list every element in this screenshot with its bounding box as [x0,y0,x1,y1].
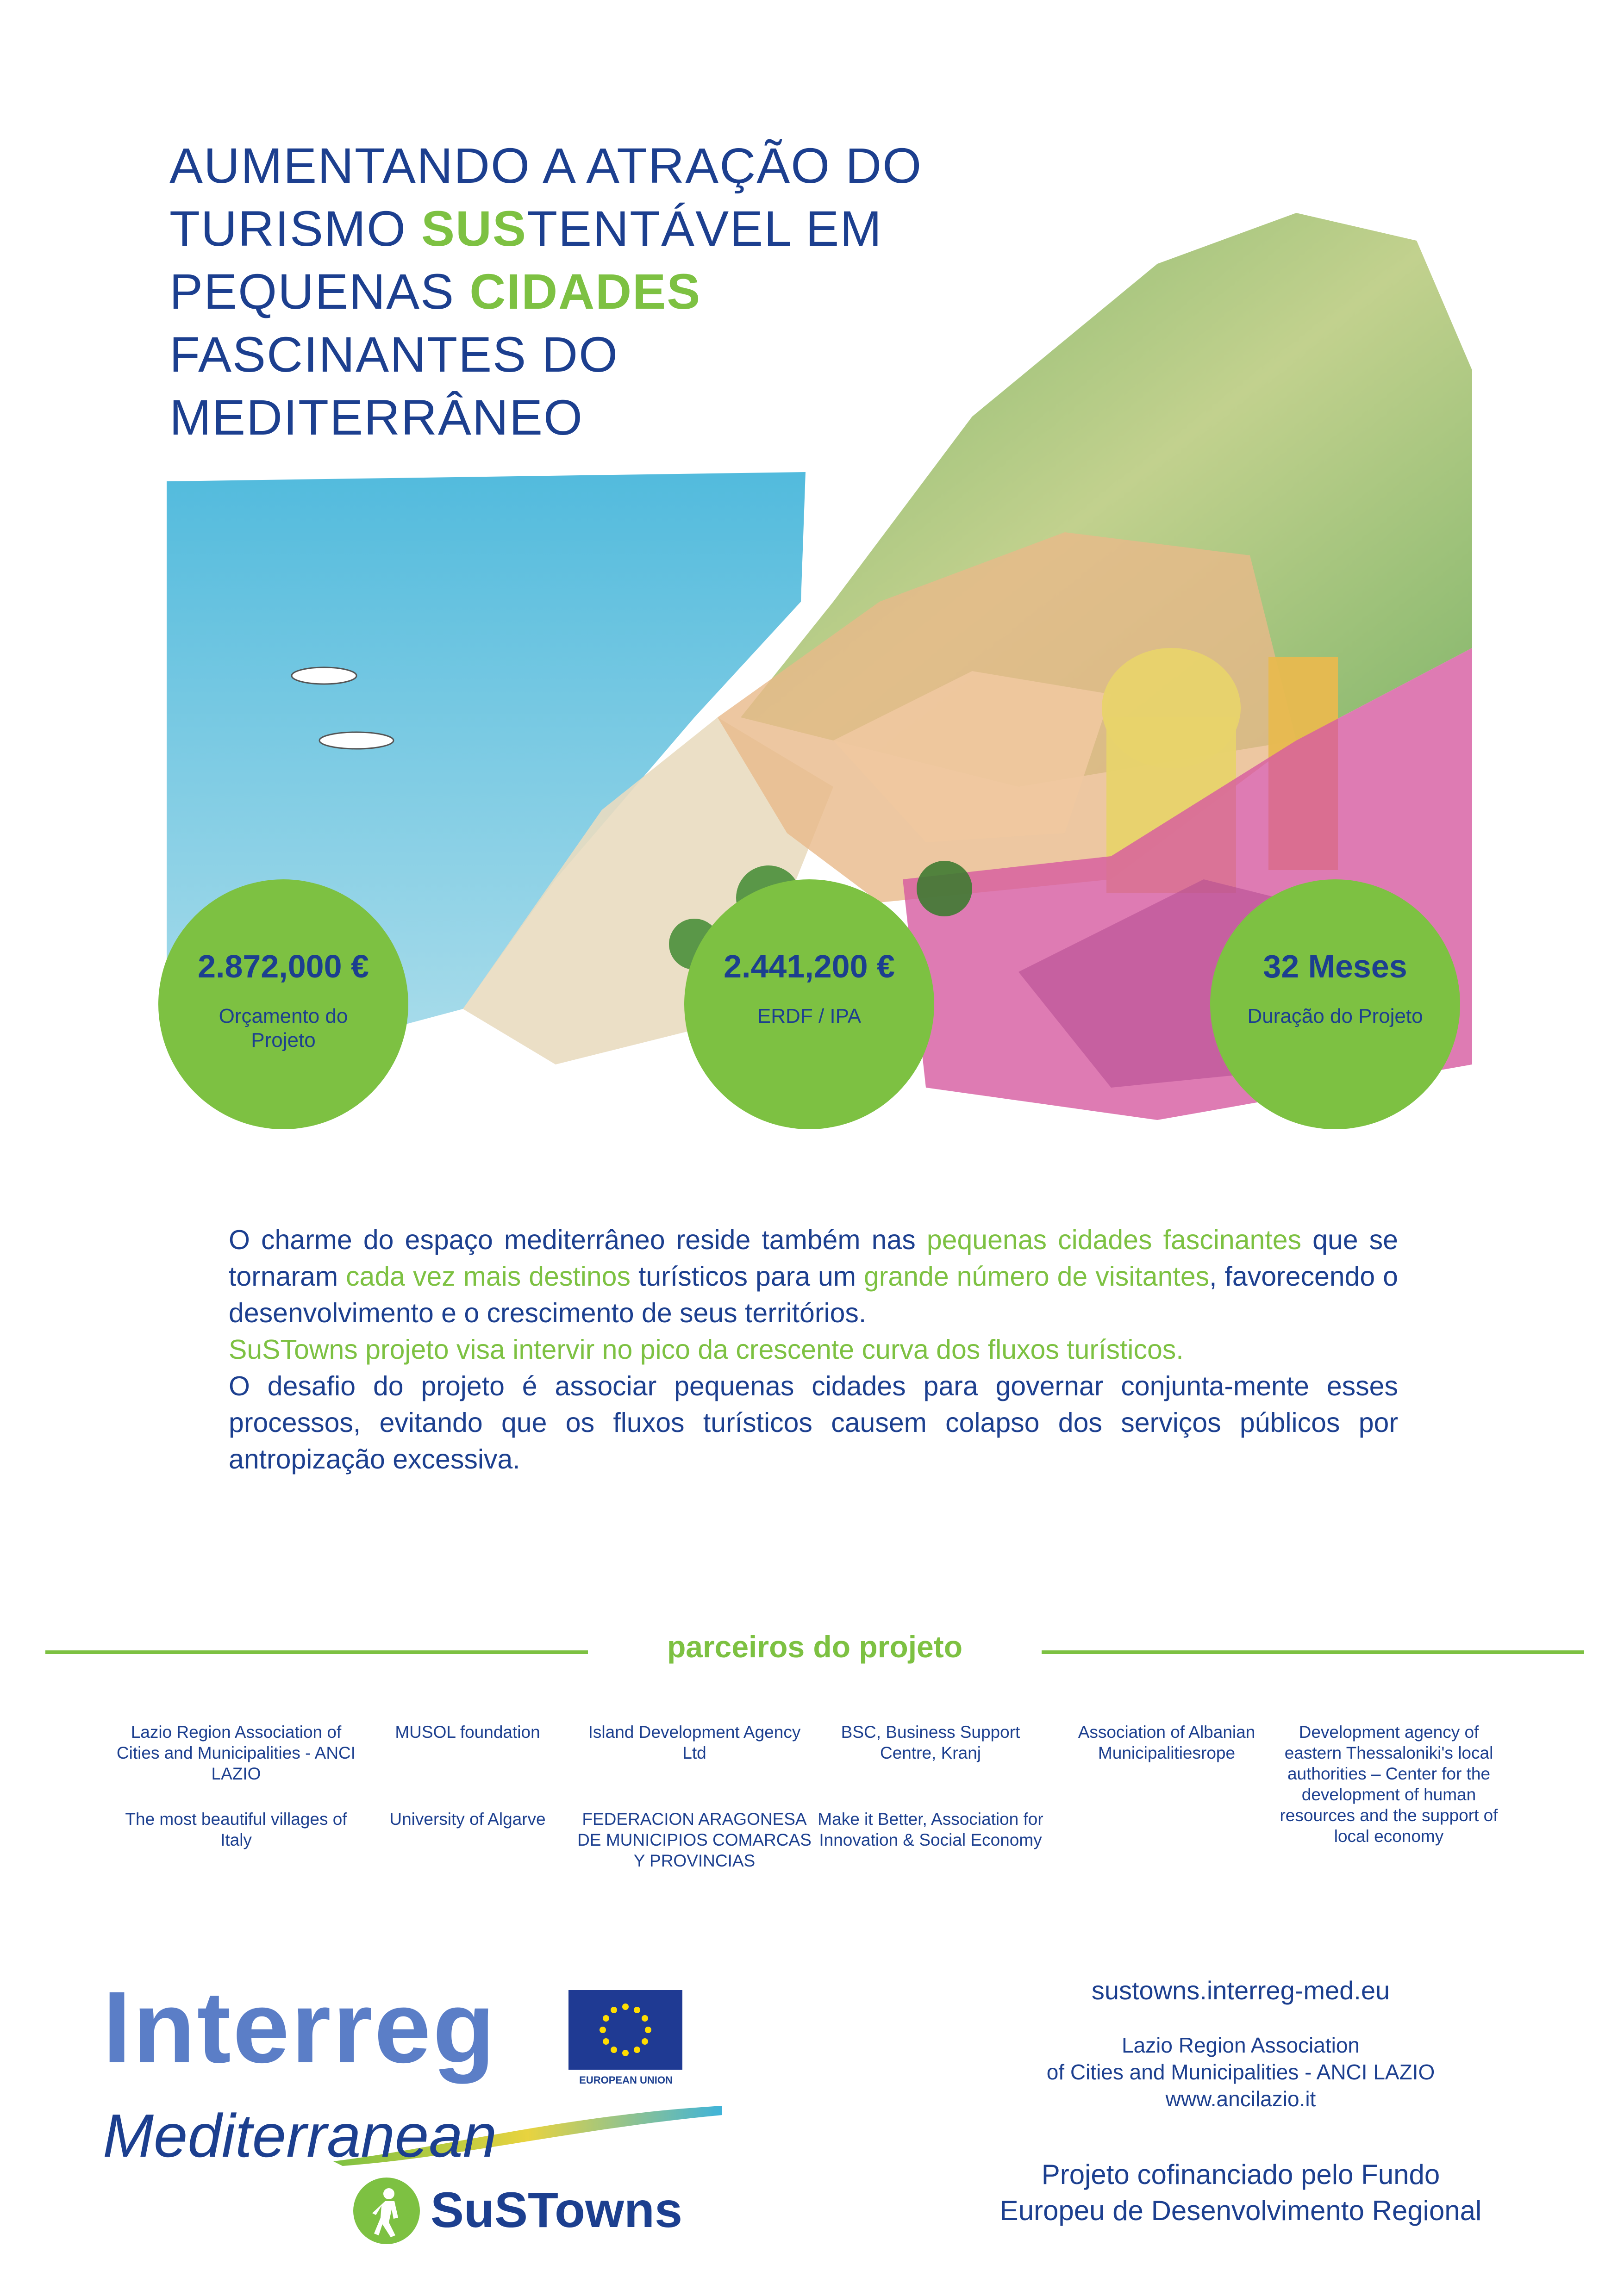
lead-partner-block [944,2032,1537,2112]
title-text: TURISMO [169,200,421,256]
stat-circle-budget [158,879,408,1129]
title-text: TENTÁVEL EM [527,200,883,256]
project-description [229,1222,1398,1478]
cofund-line: Projeto cofinanciado pelo Fundo [1041,2159,1440,2190]
partner-make-it-better: Make it Better, Association for Innovation & Social Economy [818,1810,1043,1849]
stat-circle-duration [1210,879,1460,1129]
stat-label: Orçamento do Projeto [219,1005,348,1052]
lead-partner-line: Lazio Region Association [1122,2033,1360,2057]
project-website[interactable]: sustowns.interreg-med.eu [1091,1976,1390,2005]
partner-albanian-municipalities: Association of Albanian Municipalitiesrope [1078,1723,1255,1762]
title-text: PEQUENAS [169,263,470,319]
lead-partner-website[interactable]: www.ancilazio.it [1165,2087,1316,2111]
partner-bsc-kranj: BSC, Business Support Centre, Kranj [841,1723,1020,1762]
stat-value: 2.441,200 € [724,948,895,984]
eu-flag-icon [568,1990,682,2070]
text-run: O charme do espaço mediterrâneo reside também nas [229,1225,927,1255]
title-line-4: FASCINANTES DO [169,326,619,382]
text-highlight: grande número de visitantes [863,1261,1210,1292]
text-run: turísticos para um [631,1261,864,1292]
divider-right [1042,1650,1584,1654]
description-paragraph-3: O desafio do projeto é associar pequenas cidades para governar conjunta-mente esses processos, evitando que os fluxos turísticos causem colapso dos serviços públicos por antropização excessiva. [229,1371,1398,1475]
lead-partner-line: of Cities and Municipalities - ANCI LAZIO [1046,2060,1435,2084]
text-highlight: pequenas cidades fascinantes [926,1225,1302,1255]
partner-thessaloniki-agency: Development agency of eastern Thessaloniki's local authorities – Center for the development of human resources and the support of local economy [1280,1723,1498,1846]
partner-island-development: Island Development Agency Ltd [588,1723,801,1762]
mediterranean-logo: Mediterranean [103,2102,497,2170]
sustowns-logo: SuSTowns [431,2182,683,2238]
title-line-1: AUMENTANDO A ATRAÇÃO DO [169,137,923,193]
divider-left [45,1650,588,1654]
title-highlight: SUS [421,200,527,256]
partners-title: parceiros do projeto [667,1630,963,1664]
stat-value: 32 Meses [1263,948,1407,984]
partner-musol: MUSOL foundation [395,1723,540,1742]
partner-anci-lazio: Lazio Region Association of Cities and Municipalities - ANCI LAZIO [116,1723,356,1783]
hiker-icon [352,2176,421,2246]
text-run: , favorecendo o desenvolvimento e o crescimento de seus territórios. [229,1261,1398,1328]
stat-label: Duração do Projeto [1247,1005,1423,1027]
text-highlight: cada vez mais destinos [346,1261,631,1292]
partner-federacion-aragonesa: FEDERACION ARAGONESA DE MUNICIPIOS COMARCAS Y PROVINCIAS [577,1810,812,1870]
stat-value: 2.872,000 € [198,948,369,984]
cofunding-statement [926,2157,1555,2229]
title-line-5: MEDITERRÂNEO [169,389,584,445]
cofund-line: Europeu de Desenvolvimento Regional [999,2195,1482,2226]
partner-university-algarve: University of Algarve [389,1810,546,1829]
stat-label: ERDF / IPA [757,1005,862,1027]
description-paragraph-2: SuSTowns projeto visa intervir no pico da crescente curva dos fluxos turísticos. [229,1334,1184,1365]
stat-circle-erdf [684,879,934,1129]
interreg-logo: Interreg [103,1970,497,2084]
description-paragraph-1 [229,1222,1398,1332]
title-highlight: CIDADES [469,263,701,319]
partner-beautiful-villages: The most beautiful villages of Italy [125,1810,347,1849]
text-run: que se tornaram [229,1225,1398,1292]
eu-caption: EUROPEAN UNION [579,2074,673,2086]
